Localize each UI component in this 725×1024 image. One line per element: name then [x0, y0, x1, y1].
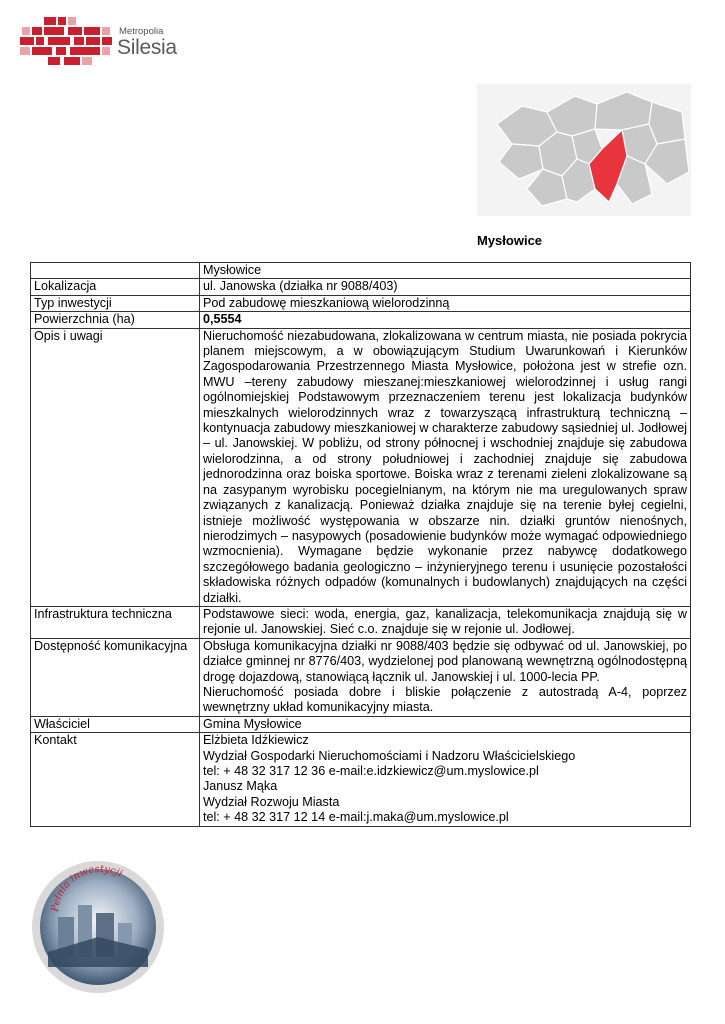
row-value-dostepnosc [200, 638, 691, 716]
row-value-lokalizacja: ul. Janowska (działka nr 9088/403) [200, 279, 691, 295]
contact-department-2: Wydział Rozwoju Miasta [203, 794, 340, 809]
metropolia-silesia-logo [18, 14, 198, 74]
row-value-typ-inwestycji: Pod zabudowę mieszkaniową wielorodzinną [200, 295, 691, 311]
row-value-powierzchnia: 0,5554 [200, 312, 691, 328]
contact-department-1: Wydział Gospodarki Nieruchomościami i Nadzoru Właścicielskiego [203, 748, 576, 763]
table-row [31, 295, 691, 311]
investment-info-table [30, 262, 691, 827]
row-label-dostepnosc: Dostępność komunikacyjna [31, 638, 200, 716]
contact-name-2: Janusz Mąka [203, 779, 278, 794]
row-label-lokalizacja: Lokalizacja [31, 279, 200, 295]
table-row [31, 263, 691, 279]
table-row [31, 716, 691, 732]
logo-squares-icon [18, 14, 118, 74]
table-row [31, 638, 691, 716]
logo-text-metropolia: Metropolia [119, 26, 164, 37]
table-row [31, 328, 691, 606]
row-value-kontakt [200, 733, 691, 826]
city-title: Mysłowice [477, 233, 543, 248]
table-row [31, 312, 691, 328]
row-label-wlasciciel: Właściciel [31, 716, 200, 732]
row-label-opis: Opis i uwagi [31, 328, 200, 606]
dostepnosc-paragraph-2: Nieruchomość posiada dobre i bliskie połączenie z autostradą A-4, poprzez wewnętrzny układ komunikacyjny miasta. [203, 684, 687, 715]
contact-phone-email-2: tel: + 48 32 317 12 14 e-mail:j.maka@um.myslowice.pl [203, 810, 509, 825]
table-header-value: Mysłowice [200, 263, 691, 279]
region-map-image [477, 84, 691, 216]
row-label-powierzchnia: Powierzchnia (ha) [31, 312, 200, 328]
contact-phone-email-1: tel: + 48 32 317 12 36 e-mail:e.idzkiewicz@um.myslowice.pl [203, 764, 539, 778]
badge-arc-text: Pełnia inwestycji [49, 863, 125, 913]
row-value-opis: Nieruchomość niezabudowana, zlokalizowana w centrum miasta, nie posiada pokrycia planem miejscowym, a w obowiązującym Studium Uwarunkowań i Kierunków Zagospodarowania Przestrzennego Miasta Mysłowice, położona jest w strefie ozn. MWU –tereny zabudowy mieszanej:mieszkaniowej wielorodzinnej i usług rangi ogólnomiejskiej Podstawowym przeznaczeniem terenu jest lokalizacja budynków mieszkalnych wielorodzinnych wraz z towarzyszącą infrastrukturą techniczną – kontynuacja zabudowy mieszkaniowej w charakterze zabudowy sąsiedniej ul. Jodłowej – ul. Janowskiej. W pobliżu, od strony północnej i wschodniej znajduje się zabudowa wielorodzinna, a od strony południowej i zachodniej znajduje się zabudowa jednorodzinna oraz boiska sportowe. Boiska wraz z terenami zieleni zlokalizowane są na zasypanym wyrobisku pocegielnianym, na którym nie ma uregulowanych spraw związanych z kanalizacją. Ponieważ działka znajduje się na terenie byłej cegielni, istnieje możliwość występowania w obszarze nin. działki gruntów nienośnych, nierodzimych – nasypowych (posadowienie budynków może wymagać odpowiedniego wzmocnienia). Wymagane będzie wykonanie przez nabywcę dodatkowego szczegółowego badania geologiczno – inżynieryjnego terenu i usunięcie pozostałości składowiska różnych odpadów (komunalnych i budowlanych) znajdujących na części działki. [200, 328, 691, 606]
table-cell-empty [31, 263, 200, 279]
logo-text-silesia: Silesia [117, 36, 177, 59]
table-row [31, 606, 691, 638]
row-value-wlasciciel: Gmina Mysłowice [200, 716, 691, 732]
pelnia-inwestycji-badge [28, 857, 168, 997]
table-row [31, 279, 691, 295]
row-label-typ-inwestycji: Typ inwestycji [31, 295, 200, 311]
table-row [31, 733, 691, 826]
contact-name-1: Elżbieta Idźkiewicz [203, 733, 309, 748]
dostepnosc-paragraph-1: Obsługa komunikacyjna działki nr 9088/403 będzie się odbywać od ul. Janowskiej, po działce gminnej nr 8776/403, wydzielonej pod planowaną wewnętrzną ogólnodostępną drogę dojazdową, stanowiącą łącznik ul. Janowskiej i ul. 1000-lecia PP. [203, 638, 687, 684]
row-label-infrastruktura: Infrastruktura techniczna [31, 606, 200, 638]
row-label-kontakt: Kontakt [31, 733, 200, 826]
row-value-infrastruktura: Podstawowe sieci: woda, energia, gaz, kanalizacja, telekomunikacja znajdują się w rejonie ul. Janowskiej. Sieć c.o. znajduje się w rejonie ul. Jodłowej. [200, 606, 691, 638]
